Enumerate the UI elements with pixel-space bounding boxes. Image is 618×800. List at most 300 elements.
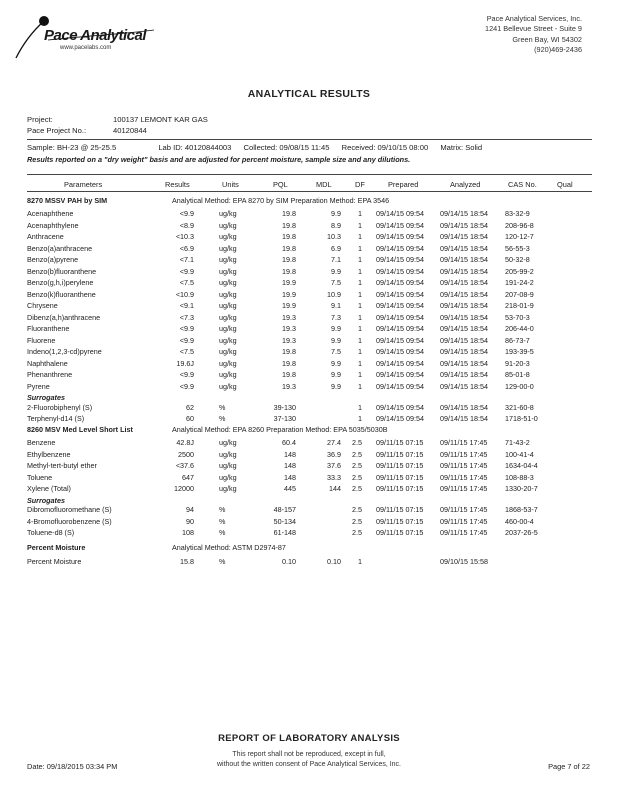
cell-prepared: 09/11/15 07:15 (376, 438, 424, 447)
cell-pql: 148 (284, 461, 296, 470)
cell-cas-number: 86-73-7 (505, 335, 530, 345)
cell-result: 19.6J (176, 358, 194, 368)
cell-analyzed: 09/14/15 18:54 (440, 232, 488, 241)
cell-pql: 19.8 (282, 370, 296, 379)
cell-units: % (219, 528, 226, 537)
cell-result: 647 (182, 472, 194, 482)
table-row (0, 232, 618, 243)
cell-cas-number: 2037-26-5 (505, 528, 538, 537)
cell-result: <9.9 (179, 381, 194, 391)
cell-df: 2.5 (352, 505, 362, 514)
cell-df: 2.5 (352, 516, 362, 526)
table-row (0, 473, 618, 484)
table-row (0, 414, 618, 425)
cell-parameter: Acenaphthene (27, 209, 74, 218)
project-info (27, 115, 208, 136)
cell-result: <7.1 (179, 255, 194, 264)
cell-analyzed: 09/14/15 18:54 (440, 324, 488, 333)
cell-result: <10.9 (175, 289, 194, 299)
cell-analyzed: 09/14/15 18:54 (440, 209, 488, 218)
table-row (0, 528, 618, 539)
cell-units: ug/kg (219, 370, 237, 379)
cell-units: ug/kg (219, 232, 237, 241)
cell-prepared: 09/14/15 09:54 (376, 335, 424, 345)
cell-df: 1 (358, 324, 362, 333)
cell-df: 1 (358, 209, 362, 218)
cell-result: 2500 (178, 449, 194, 459)
cell-parameter: Benzo(a)anthracene (27, 243, 93, 253)
cell-units: ug/kg (219, 461, 237, 470)
cell-parameter: Benzo(g,h,i)perylene (27, 278, 94, 287)
cell-analyzed: 09/11/15 17:45 (440, 516, 488, 526)
cell-analyzed: 09/11/15 17:45 (440, 484, 488, 493)
cell-analyzed: 09/14/15 18:54 (440, 220, 488, 230)
col-parameters: Parameters (64, 180, 103, 189)
cell-cas-number: 208-96-8 (505, 220, 534, 230)
cell-parameter: Ethylbenzene (27, 449, 71, 459)
cell-analyzed: 09/10/15 15:58 (440, 557, 488, 566)
table-row (0, 267, 618, 278)
cell-prepared: 09/14/15 09:54 (376, 358, 424, 368)
divider (27, 139, 592, 140)
lab-id: Lab ID: 40120844003 (158, 143, 232, 152)
cell-analyzed: 09/11/15 17:45 (440, 449, 488, 459)
cell-df: 1 (358, 232, 362, 241)
cell-cas-number: 193-39-5 (505, 347, 534, 356)
cell-cas-number: 50-32-8 (505, 255, 530, 264)
cell-units: ug/kg (219, 312, 237, 322)
cell-analyzed: 09/14/15 18:54 (440, 381, 488, 391)
pace-project-label: Pace Project No.: (27, 125, 87, 135)
cell-pql: 19.8 (282, 243, 296, 253)
cell-mdl: 7.5 (331, 278, 341, 287)
cell-result: <9.9 (179, 335, 194, 345)
cell-mdl: 7.1 (331, 255, 341, 264)
col-mdl: MDL (316, 180, 332, 189)
cell-df: 1 (358, 220, 362, 230)
divider (27, 191, 592, 192)
table-row (0, 301, 618, 312)
cell-df: 2.5 (352, 484, 362, 493)
logo-text: Pace Analytical (44, 27, 147, 44)
cell-prepared: 09/11/15 07:15 (376, 472, 424, 482)
report-title: REPORT OF LABORATORY ANALYSIS (218, 733, 400, 744)
cell-analyzed: 09/14/15 18:54 (440, 255, 488, 264)
table-row (0, 221, 618, 232)
col-df: DF (355, 180, 365, 189)
table-row (0, 278, 618, 289)
cell-mdl: 7.5 (331, 347, 341, 356)
cell-analyzed: 09/14/15 18:54 (440, 266, 488, 276)
cell-cas-number: 460-00-4 (505, 516, 534, 526)
address-line: 1241 Bellevue Street - Suite 9 (485, 24, 582, 34)
cell-analyzed: 09/14/15 18:54 (440, 370, 488, 379)
cell-pql: 19.3 (282, 381, 296, 391)
cell-df: 2.5 (352, 528, 362, 537)
cell-result: 42.8J (176, 438, 194, 447)
cell-parameter: Toluene (27, 472, 53, 482)
cell-parameter: Phenanthrene (27, 370, 73, 379)
cell-prepared: 09/11/15 07:15 (376, 461, 424, 470)
divider (27, 174, 592, 175)
cell-units: ug/kg (219, 347, 237, 356)
cell-df: 1 (358, 289, 362, 299)
cell-prepared: 09/14/15 09:54 (376, 266, 424, 276)
pace-project-value: 40120844 (113, 125, 147, 135)
col-pql: PQL (273, 180, 288, 189)
section-title: 8270 MSSV PAH by SIM (27, 196, 108, 205)
cell-prepared: 09/14/15 09:54 (376, 347, 424, 356)
cell-units: ug/kg (219, 449, 237, 459)
cell-pql: 19.3 (282, 324, 296, 333)
cell-units: ug/kg (219, 381, 237, 391)
table-row (0, 403, 618, 414)
cell-mdl: 9.1 (331, 301, 341, 310)
cell-mdl: 9.9 (331, 381, 341, 391)
section-method: Analytical Method: EPA 8270 by SIM Preparation Method: EPA 3546 (172, 196, 390, 205)
cell-pql: 445 (284, 484, 296, 493)
cell-cas-number: 1868-53-7 (505, 505, 538, 514)
cell-pql: 50-134 (273, 516, 296, 526)
address-line: Green Bay, WI 54302 (512, 34, 582, 44)
cell-units: ug/kg (219, 278, 237, 287)
cell-df: 1 (358, 381, 362, 391)
cell-units: ug/kg (219, 255, 237, 264)
cell-mdl: 36.9 (327, 449, 341, 459)
cell-cas-number: 120-12-7 (505, 232, 534, 241)
cell-result: 62 (186, 402, 194, 412)
cell-df: 1 (358, 402, 362, 412)
cell-parameter: Dibenz(a,h)anthracene (27, 312, 101, 322)
table-row (0, 347, 618, 358)
cell-units: ug/kg (219, 358, 237, 368)
cell-mdl: 9.9 (331, 370, 341, 379)
cell-df: 1 (358, 557, 362, 566)
cell-parameter: Terphenyl-d14 (S) (27, 414, 85, 423)
cell-parameter: Acenaphthylene (27, 220, 79, 230)
cell-parameter: Benzo(b)fluoranthene (27, 266, 97, 276)
cell-mdl: 10.3 (327, 232, 341, 241)
cell-df: 1 (358, 370, 362, 379)
cell-units: ug/kg (219, 335, 237, 345)
cell-parameter: Naphthalene (27, 358, 68, 368)
col-analyzed: Analyzed (450, 180, 481, 189)
cell-mdl: 9.9 (331, 266, 341, 276)
cell-cas-number: 100-41-4 (505, 449, 534, 459)
cell-units: ug/kg (219, 209, 237, 218)
cell-mdl: 37.6 (327, 461, 341, 470)
cell-pql: 37-130 (273, 414, 296, 423)
cell-df: 1 (358, 255, 362, 264)
cell-df: 1 (358, 347, 362, 356)
cell-result: <9.9 (179, 324, 194, 333)
cell-units: % (219, 516, 226, 526)
cell-df: 1 (358, 266, 362, 276)
cell-result: 90 (186, 516, 194, 526)
cell-parameter: Anthracene (27, 232, 64, 241)
cell-mdl: 144 (329, 484, 341, 493)
cell-pql: 48-157 (273, 505, 296, 514)
cell-prepared: 09/11/15 07:15 (376, 449, 424, 459)
cell-analyzed: 09/14/15 18:54 (440, 289, 488, 299)
cell-prepared: 09/14/15 09:54 (376, 255, 424, 264)
col-cas: CAS No. (508, 180, 537, 189)
cell-prepared: 09/11/15 07:15 (376, 505, 424, 514)
table-row (0, 244, 618, 255)
cell-result: 94 (186, 505, 194, 514)
cell-result: <6.9 (179, 243, 194, 253)
project-value: 100137 LEMONT KAR GAS (113, 115, 208, 124)
cell-cas-number: 321-60-8 (505, 402, 534, 412)
cell-df: 2.5 (352, 472, 362, 482)
table-row (0, 359, 618, 370)
cell-units: ug/kg (219, 243, 237, 253)
notice-line: without the written consent of Pace Analytical Services, Inc. (216, 761, 402, 768)
cell-df: 1 (358, 414, 362, 423)
cell-cas-number: 53-70-3 (505, 312, 530, 322)
cell-df: 1 (358, 358, 362, 368)
cell-df: 2.5 (352, 449, 362, 459)
table-row (0, 313, 618, 324)
cell-mdl: 9.9 (331, 209, 341, 218)
table-row (0, 505, 618, 516)
cell-cas-number: 56-55-3 (505, 243, 530, 253)
cell-result: <37.6 (175, 461, 194, 470)
cell-parameter: Methyl-tert-butyl ether (27, 461, 97, 470)
cell-parameter: 2-Fluorobiphenyl (S) (27, 402, 93, 412)
surrogates-heading: Surrogates (27, 495, 65, 505)
matrix: Matrix: Solid (440, 143, 483, 152)
cell-cas-number: 205-99-2 (505, 266, 534, 276)
cell-result: <7.3 (179, 312, 194, 322)
cell-mdl: 7.3 (331, 312, 341, 322)
cell-analyzed: 09/14/15 18:54 (440, 312, 488, 322)
table-row (0, 450, 618, 461)
cell-analyzed: 09/11/15 17:45 (440, 438, 488, 447)
cell-mdl: 27.4 (327, 438, 341, 447)
cell-pql: 19.3 (282, 312, 296, 322)
cell-pql: 61-148 (273, 528, 296, 537)
col-units: Units (222, 180, 239, 189)
cell-result: 12000 (174, 484, 194, 493)
cell-mdl: 6.9 (331, 243, 341, 253)
cell-pql: 19.8 (282, 220, 296, 230)
cell-pql: 19.8 (282, 209, 296, 218)
cell-result: <8.9 (179, 220, 194, 230)
cell-df: 1 (358, 335, 362, 345)
cell-pql: 19.8 (282, 358, 296, 368)
cell-analyzed: 09/14/15 18:54 (440, 278, 488, 287)
cell-pql: 19.9 (282, 301, 296, 310)
table-row (0, 209, 618, 220)
section-header (0, 196, 618, 207)
cell-result: 60 (186, 414, 194, 423)
cell-units: ug/kg (219, 220, 237, 230)
section-title: Percent Moisture (27, 543, 86, 552)
cell-prepared: 09/11/15 07:15 (376, 528, 424, 537)
pace-logo (14, 12, 164, 60)
cell-pql: 0.10 (282, 557, 296, 566)
section-method: Analytical Method: EPA 8260 Preparation Method: EPA 5035/5030B (172, 425, 388, 434)
cell-parameter: Pyrene (27, 381, 50, 391)
cell-units: ug/kg (219, 472, 237, 482)
cell-parameter: Benzene (27, 438, 56, 447)
cell-pql: 19.9 (282, 289, 296, 299)
section-header (0, 425, 618, 436)
cell-prepared: 09/14/15 09:54 (376, 220, 424, 230)
cell-mdl: 9.9 (331, 358, 341, 368)
cell-analyzed: 09/14/15 18:54 (440, 358, 488, 368)
cell-analyzed: 09/14/15 18:54 (440, 243, 488, 253)
cell-parameter: Chrysene (27, 301, 58, 310)
table-row (0, 557, 618, 568)
cell-prepared: 09/14/15 09:54 (376, 232, 424, 241)
cell-result: <7.5 (179, 347, 194, 356)
cell-mdl: 8.9 (331, 220, 341, 230)
cell-df: 1 (358, 301, 362, 310)
cell-pql: 19.3 (282, 335, 296, 345)
cell-units: ug/kg (219, 289, 237, 299)
table-row (0, 517, 618, 528)
cell-analyzed: 09/14/15 18:54 (440, 414, 488, 423)
cell-parameter: 4-Bromofluorobenzene (S) (27, 516, 112, 526)
cell-parameter: Dibromofluoromethane (S) (27, 505, 112, 514)
cell-prepared: 09/14/15 09:54 (376, 278, 424, 287)
cell-prepared: 09/14/15 09:54 (376, 381, 424, 391)
cell-prepared: 09/14/15 09:54 (376, 402, 424, 412)
cell-cas-number: 85-01-8 (505, 370, 530, 379)
cell-cas-number: 1718-51-0 (505, 414, 538, 423)
section-title: 8260 MSV Med Level Short List (27, 425, 133, 434)
cell-analyzed: 09/14/15 18:54 (440, 301, 488, 310)
cell-mdl: 9.9 (331, 324, 341, 333)
cell-units: ug/kg (219, 324, 237, 333)
cell-result: 108 (182, 528, 194, 537)
cell-pql: 19.8 (282, 266, 296, 276)
cell-result: 15.8 (180, 557, 194, 566)
cell-cas-number: 207-08-9 (505, 289, 534, 299)
cell-analyzed: 09/11/15 17:45 (440, 472, 488, 482)
cell-pql: 148 (284, 472, 296, 482)
cell-prepared: 09/11/15 07:15 (376, 484, 424, 493)
cell-parameter: Benzo(a)pyrene (27, 255, 79, 264)
report-date: Date: 09/18/2015 03:34 PM (27, 762, 118, 771)
cell-pql: 19.8 (282, 232, 296, 241)
cell-units: % (219, 505, 226, 514)
cell-prepared: 09/11/15 07:15 (376, 516, 424, 526)
section-header (0, 543, 618, 554)
table-row (0, 255, 618, 266)
cell-result: <9.9 (179, 266, 194, 276)
cell-df: 1 (358, 278, 362, 287)
project-label: Project: (27, 115, 53, 124)
table-row (0, 290, 618, 301)
cell-pql: 19.8 (282, 255, 296, 264)
col-prepared: Prepared (388, 180, 419, 189)
cell-parameter: Percent Moisture (27, 557, 82, 566)
cell-cas-number: 218-01-9 (505, 301, 534, 310)
cell-prepared: 09/14/15 09:54 (376, 289, 424, 299)
table-row (0, 484, 618, 495)
cell-pql: 19.9 (282, 278, 296, 287)
cell-prepared: 09/14/15 09:54 (376, 301, 424, 310)
cell-mdl: 9.9 (331, 335, 341, 345)
cell-result: <9.9 (179, 209, 194, 218)
cell-analyzed: 09/11/15 17:45 (440, 461, 488, 470)
cell-df: 2.5 (352, 438, 362, 447)
cell-prepared: 09/14/15 09:54 (376, 414, 424, 423)
cell-cas-number: 91-20-3 (505, 358, 530, 368)
cell-cas-number: 108-88-3 (505, 472, 534, 482)
page-number: Page 7 of 22 (548, 762, 590, 771)
cell-prepared: 09/14/15 09:54 (376, 312, 424, 322)
table-row (0, 461, 618, 472)
lab-address (485, 14, 582, 55)
cell-cas-number: 129-00-0 (505, 381, 534, 391)
cell-mdl: 0.10 (327, 557, 341, 566)
received: Received: 09/10/15 08:00 (341, 143, 429, 152)
logo-url: www.pacelabs.com (60, 45, 112, 51)
cell-parameter: Toluene-d8 (S) (27, 528, 75, 537)
cell-df: 2.5 (352, 461, 362, 470)
cell-mdl: 33.3 (327, 472, 341, 482)
notice-line: This report shall not be reproduced, except in full, (232, 751, 386, 758)
surrogates-heading: Surrogates (27, 393, 65, 402)
cell-pql: 39-130 (273, 402, 296, 412)
table-row (0, 336, 618, 347)
cell-result: <10.3 (175, 232, 194, 241)
cell-parameter: Fluoranthene (27, 324, 70, 333)
page-title: ANALYTICAL RESULTS (247, 88, 371, 100)
cell-parameter: Benzo(k)fluoranthene (27, 289, 96, 299)
table-row (0, 370, 618, 381)
address-line: Pace Analytical Services, Inc. (486, 14, 582, 23)
cell-cas-number: 206-44-0 (505, 324, 534, 333)
cell-cas-number: 71-43-2 (505, 438, 530, 447)
cell-cas-number: 83-32-9 (505, 209, 530, 218)
dry-weight-note: Results reported on a "dry weight" basis and are adjusted for percent moisture, sample size and any dilutions. (27, 155, 411, 164)
sample-line (27, 143, 492, 152)
cell-cas-number: 1634-04-4 (505, 461, 538, 470)
cell-units: ug/kg (219, 438, 237, 447)
cell-units: ug/kg (219, 301, 237, 310)
section-method: Analytical Method: ASTM D2974-87 (172, 543, 286, 552)
table-row (0, 324, 618, 335)
cell-parameter: Fluorene (27, 335, 56, 345)
cell-units: ug/kg (219, 266, 237, 276)
cell-cas-number: 191-24-2 (505, 278, 534, 287)
cell-pql: 148 (284, 449, 296, 459)
table-row (0, 382, 618, 393)
cell-prepared: 09/14/15 09:54 (376, 243, 424, 253)
sample-id: Sample: BH-23 @ 25-25.5 (27, 143, 117, 152)
cell-units: ug/kg (219, 484, 237, 493)
cell-pql: 60.4 (282, 438, 296, 447)
cell-analyzed: 09/11/15 17:45 (440, 505, 488, 514)
cell-units: % (219, 414, 226, 423)
cell-analyzed: 09/14/15 18:54 (440, 402, 488, 412)
cell-df: 1 (358, 243, 362, 253)
cell-units: % (219, 402, 226, 412)
cell-analyzed: 09/11/15 17:45 (440, 528, 488, 537)
cell-cas-number: 1330-20-7 (505, 484, 538, 493)
cell-prepared: 09/14/15 09:54 (376, 370, 424, 379)
col-qual: Qual (557, 180, 573, 189)
cell-parameter: Xylene (Total) (27, 484, 71, 493)
cell-result: <7.5 (179, 278, 194, 287)
address-line: (920)469-2436 (534, 44, 582, 54)
cell-pql: 19.8 (282, 347, 296, 356)
